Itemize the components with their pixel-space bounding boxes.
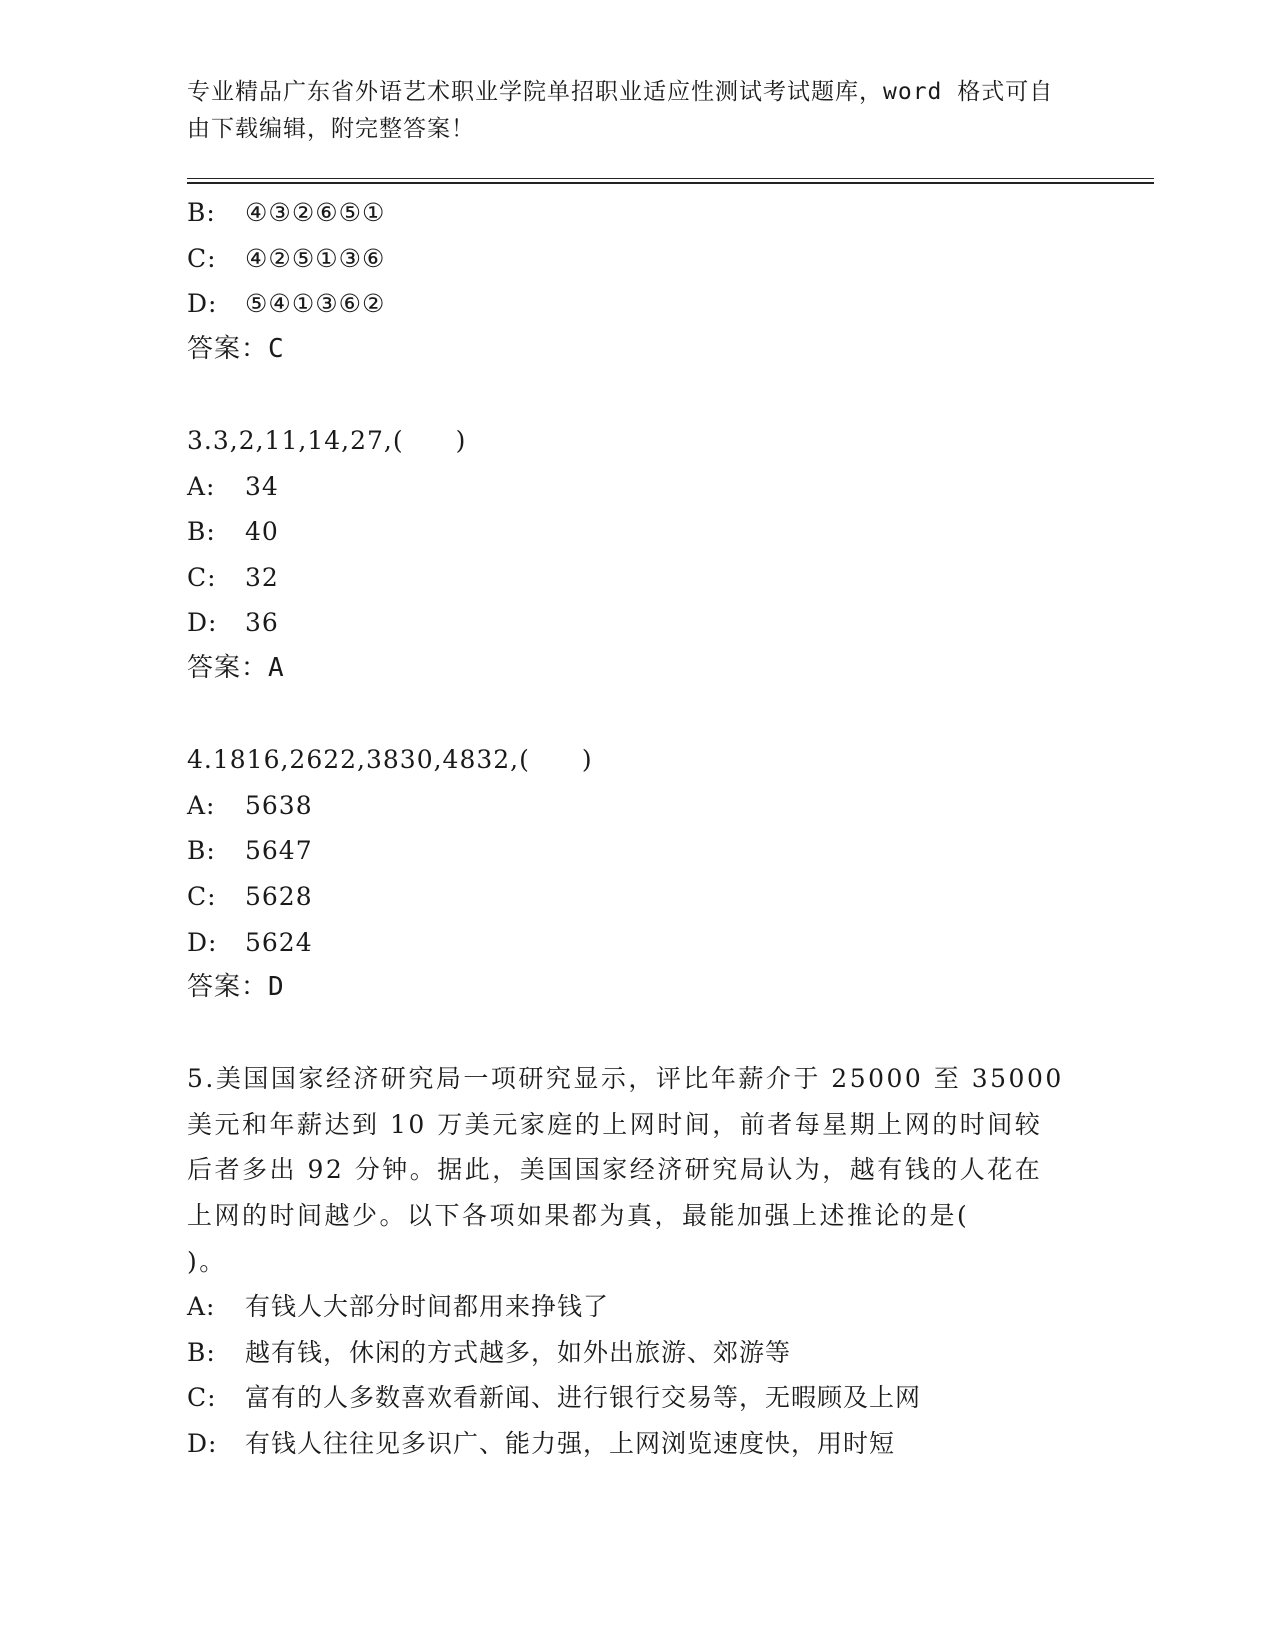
stem-line: 5.美国国家经济研究局一项研究显示，评比年薪介于 25000 至 35000 <box>187 1064 1064 1094</box>
answer: 答案：D <box>187 972 285 1003</box>
question-stem <box>187 1056 1077 1284</box>
option-b: B: 5647 <box>187 836 313 866</box>
question-content <box>187 190 1087 1467</box>
option-c: C: ④②⑤①③⑥ <box>187 243 386 273</box>
option-a: A: 5638 <box>187 790 313 820</box>
option-d: D: ⑤④①③⑥② <box>187 289 386 319</box>
answer: 答案：C <box>187 333 285 364</box>
question-3 <box>187 418 1087 692</box>
stem-line: 后者多出 92 分钟。据此，美国国家经济研究局认为，越有钱的人花在 <box>187 1155 1043 1185</box>
question-4 <box>187 737 1087 1011</box>
option-b: B: ④③②⑥⑤① <box>187 198 386 227</box>
option-a: A: 34 <box>187 471 279 501</box>
option-d: D: 36 <box>187 608 279 638</box>
option-c: C: 富有的人多数喜欢看新闻、进行银行交易等，无暇顾及上网 <box>187 1383 922 1413</box>
header-rule-thick <box>187 182 1154 184</box>
stem-line: )。 <box>187 1246 227 1276</box>
option-d: D: 5624 <box>187 927 313 957</box>
question-5 <box>187 1056 1087 1466</box>
header-line-1: 专业精品广东省外语艺术职业学院单招职业适应性测试考试题库，word 格式可自 <box>187 79 1054 105</box>
page-header <box>187 74 1067 148</box>
option-b: B: 越有钱，休闲的方式越多，如外出旅游、郊游等 <box>187 1337 792 1367</box>
question-stem: 4.1816,2622,3830,4832,( ) <box>187 745 593 775</box>
header-rule-thin <box>187 178 1154 179</box>
header-line-2: 由下载编辑，附完整答案！ <box>187 116 475 142</box>
question-stem: 3.3,2,11,14,27,( ) <box>187 425 467 455</box>
option-b: B: 40 <box>187 517 279 547</box>
option-d: D: 有钱人往往见多识广、能力强，上网浏览速度快，用时短 <box>187 1429 896 1459</box>
question-2 <box>187 190 1087 372</box>
stem-line: 上网的时间越少。以下各项如果都为真，最能加强上述推论的是( <box>187 1201 970 1231</box>
option-c: C: 32 <box>187 562 279 592</box>
stem-line: 美元和年薪达到 10 万美元家庭的上网时间，前者每星期上网的时间较 <box>187 1109 1043 1139</box>
option-a: A: 有钱人大部分时间都用来挣钱了 <box>187 1292 610 1322</box>
answer: 答案：A <box>187 652 285 683</box>
option-c: C: 5628 <box>187 881 313 911</box>
